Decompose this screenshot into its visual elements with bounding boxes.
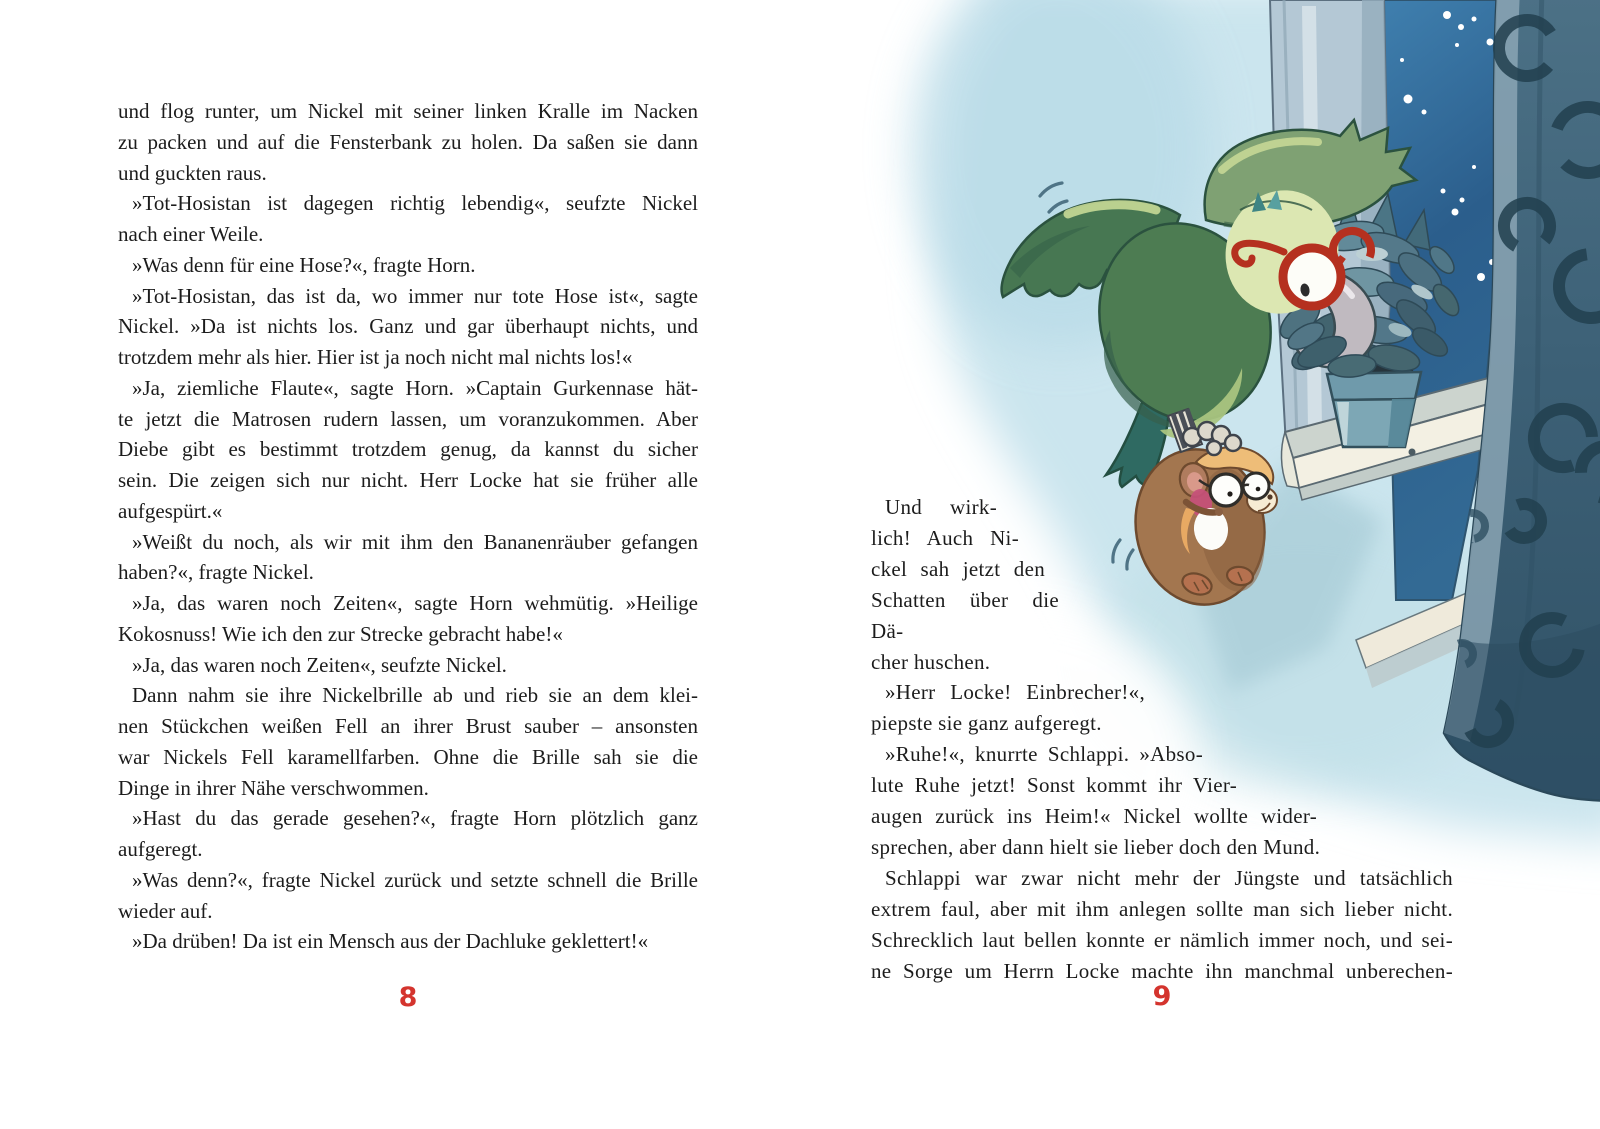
text-line: »Was denn?«, fragte Nickel zurück und setzte schnell die Brille (132, 867, 698, 892)
text-line: zu packen und auf die Fensterbank zu holen. Da saßen sie dann (118, 129, 698, 154)
text-line: Dinge in ihrer Nähe verschwommen. (118, 775, 429, 800)
text-line: und guckten raus. (118, 160, 267, 185)
text-line: piepste sie ganz aufgeregt. (871, 711, 1102, 736)
page-number-right: 9 (1152, 981, 1172, 1012)
right-text-block (871, 492, 1453, 987)
text-line: cher huschen. (871, 649, 991, 674)
text-line: sein. Die zeigen sich nur nicht. Herr Locke hat sie früher alle (118, 468, 698, 492)
text-line: »Hast du das gerade gesehen?«, fragte Horn plötzlich ganz (132, 806, 698, 831)
text-line: »Ja, ziemliche Flaute«, sagte Horn. »Captain Gurkennase hät- (132, 375, 698, 400)
text-line: Dann nahm sie ihre Nickelbrille ab und rieb sie an dem klei- (132, 683, 698, 708)
text-line: lich! Auch Ni- (871, 525, 1019, 550)
text-line: aufgeregt. (118, 837, 203, 861)
text-line: lute Ruhe jetzt! Sonst kommt ihr Vier- (871, 773, 1237, 798)
text-line: Schrecklich laut bellen konnte er nämlich immer noch, und sei- (871, 927, 1453, 952)
text-line: nach einer Weile. (118, 222, 264, 246)
text-line: »Tot-Hosistan ist dagegen richtig lebendig«, seufzte Nickel (132, 191, 698, 216)
text-line: augen zurück ins Heim!« Nickel wollte wider- (871, 804, 1317, 829)
sill-screw (1409, 449, 1416, 456)
text-line: »Ja, das waren noch Zeiten«, sagte Horn wehmütig. »Heilige (132, 591, 698, 615)
text-line: war Nickels Fell karamellfarben. Ohne die Brille sah sie die (118, 744, 698, 769)
page-number-left: 8 (398, 982, 418, 1013)
text-line: »Herr Locke! Einbrecher!«, (885, 680, 1145, 705)
text-line: »Ruhe!«, knurrte Schlappi. »Abso- (885, 742, 1203, 767)
text-line: wieder auf. (118, 898, 213, 923)
text-line: nen Stückchen weißen Fell an ihrer Brust sauber – ansonsten (118, 714, 698, 738)
text-line: ckel sah jetzt den (871, 556, 1045, 581)
text-line: »Tot-Hosistan, das ist da, wo immer nur tote Hose ist«, sagte (132, 283, 698, 308)
text-line: Und wirk- (885, 495, 997, 519)
text-line: Schlappi war zwar nicht mehr der Jüngste und tatsächlich (885, 865, 1453, 890)
text-line: und flog runter, um Nickel mit seiner linken Kralle im Nacken (118, 99, 698, 123)
text-line: »Ja, das waren noch Zeiten«, seufzte Nickel. (132, 652, 507, 677)
text-line: ne Sorge um Herrn Locke machte ihn manchmal unberechen- (871, 958, 1453, 983)
text-line: te jetzt die Matrosen rudern lassen, um voranzukommen. Aber (118, 406, 698, 431)
text-line: Kokosnuss! Wie ich den zur Strecke gebracht habe!« (118, 621, 563, 646)
text-line: aufgespürt.« (118, 498, 223, 523)
text-line: sprechen, aber dann hielt sie lieber doch den Mund. (871, 834, 1321, 859)
text-line: »Da drüben! Da ist ein Mensch aus der Dachluke geklettert!« (132, 929, 649, 954)
text-line: »Was denn für eine Hose?«, fragte Horn. (132, 252, 476, 277)
left-text-block (118, 96, 698, 957)
text-line: Nickel. »Da ist nichts los. Ganz und gar überhaupt nichts, und (118, 314, 698, 339)
text-line: extrem faul, aber mit ihm anlegen sollte man sich lieber nicht. (871, 896, 1453, 921)
text-line: Diebe gibt es bestimmt trotzdem genug, da kannst du sicher (118, 437, 698, 462)
text-line: trotzdem mehr als hier. Hier ist ja noch nicht mal nichts los!« (118, 345, 633, 369)
text-line: »Weißt du noch, als wir mit ihm den Bananenräuber gefangen (132, 529, 698, 554)
text-line: haben?«, fragte Nickel. (118, 560, 314, 585)
text-line: Schatten über die Dä- (871, 587, 1059, 643)
